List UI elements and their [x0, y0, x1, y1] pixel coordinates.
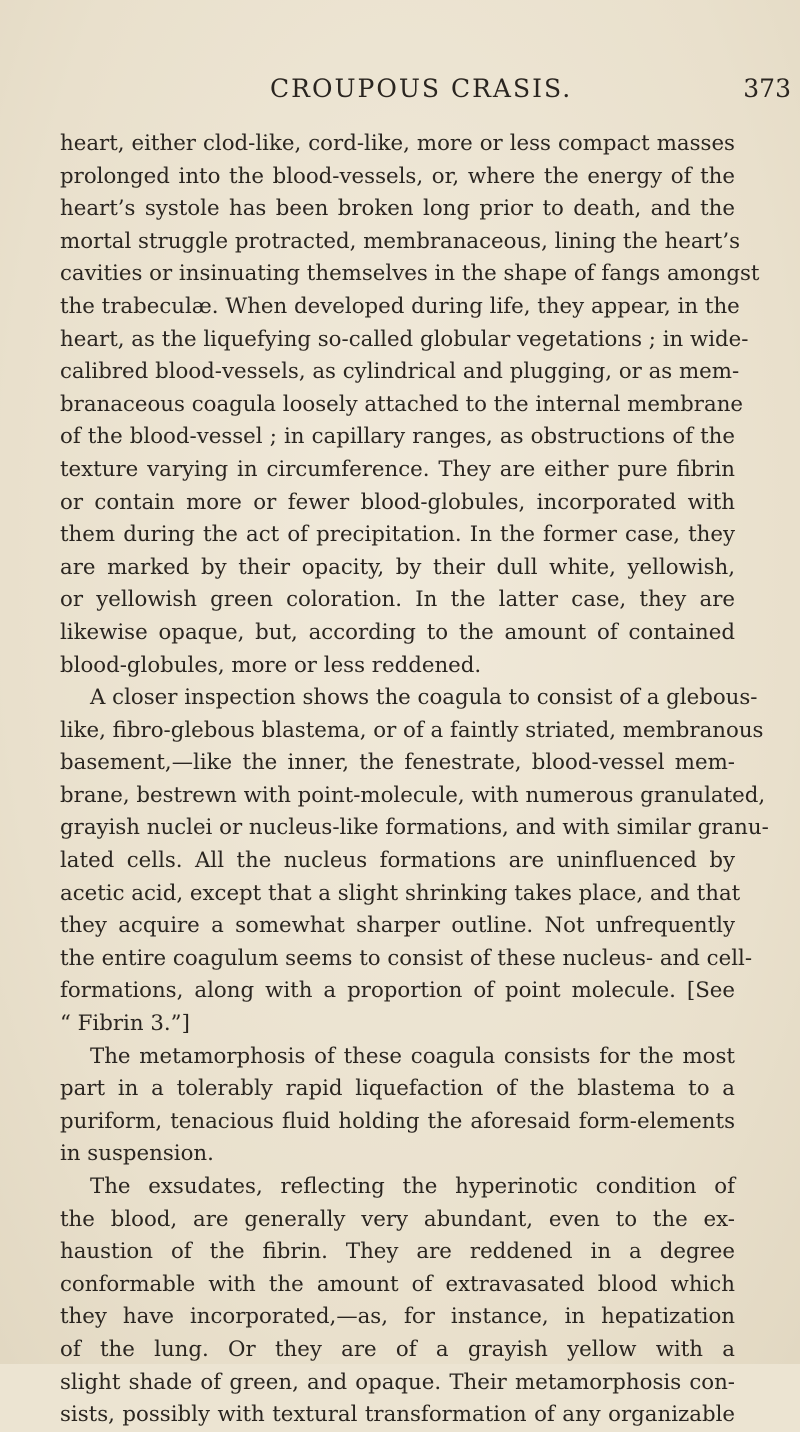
body-text	[60, 128, 800, 1432]
text-line: likewise opaque, but, according to the amount of contained	[60, 619, 735, 645]
text-line: blood-globules, more or less reddened.	[60, 652, 482, 678]
text-line: the trabeculæ. When developed during life, they appear, in the	[60, 293, 740, 319]
text-line: formations, along with a proportion of point molecule. [See	[60, 978, 735, 1004]
text-line: texture varying in circumference. They are either pure fibrin	[60, 456, 735, 482]
text-line: prolonged into the blood-vessels, or, where the energy of the	[60, 163, 735, 189]
text-line: they have incorporated,—as, for instance, in hepatization	[60, 1304, 735, 1330]
running-title: CROUPOUS CRASIS.	[270, 74, 573, 103]
text-line: The exsudates, reflecting the hyperinotic condition of	[90, 1174, 735, 1199]
text-line: acetic acid, except that a slight shrinking takes place, and that	[60, 880, 741, 906]
text-line: heart, either clod-like, cord-like, more or less compact masses	[60, 131, 735, 156]
text-line: part in a tolerably rapid liquefaction of the blastema to a	[60, 1076, 735, 1102]
text-line: puriform, tenacious fluid holding the aforesaid form-elements	[60, 1108, 735, 1134]
text-line: the entire coagulum seems to consist of these nucleus- and cell-	[60, 945, 753, 971]
text-line: basement,—like the inner, the fenestrate, blood-vessel mem-	[60, 750, 735, 776]
text-line: they acquire a somewhat sharper outline. Not unfrequently	[60, 913, 735, 939]
text-line: A closer inspection shows the coagula to consist of a glebous-	[90, 685, 758, 711]
text-line: of the lung. Or they are of a grayish yellow with a	[60, 1336, 735, 1362]
text-line: sists, possibly with textural transformation of any organizable	[60, 1402, 735, 1428]
text-line: mortal struggle protracted, membranaceous, lining the heart’s	[60, 228, 741, 254]
text-line: are marked by their opacity, by their dull white, yellowish,	[60, 554, 735, 580]
text-line: heart’s systole has been broken long prior to death, and the	[60, 196, 735, 222]
text-line: the blood, are generally very abundant, even to the ex-	[60, 1206, 735, 1232]
text-line: branaceous coagula loosely attached to the internal membrane	[60, 391, 744, 417]
text-line: of the blood-vessel ; in capillary ranges, as obstructions of the	[60, 424, 735, 450]
text-line: “ Fibrin 3.”]	[60, 1011, 190, 1037]
text-line: lated cells. All the nucleus formations are uninfluenced by	[60, 848, 735, 874]
page-number: 373	[743, 74, 791, 103]
text-line: heart, as the liquefying so-called globular vegetations ; in wide-	[60, 326, 749, 352]
text-line: like, fibro-glebous blastema, or of a faintly striated, membranous	[60, 717, 764, 743]
text-line: brane, bestrewn with point-molecule, with numerous granulated,	[60, 782, 766, 808]
text-line: slight shade of green, and opaque. Their metamorphosis con-	[60, 1369, 735, 1395]
running-header	[120, 74, 795, 114]
text-line: cavities or insinuating themselves in the shape of fangs amongst	[60, 261, 760, 287]
text-line: haustion of the fibrin. They are reddened in a degree	[60, 1239, 735, 1265]
text-line: them during the act of precipitation. In the former case, they	[60, 522, 735, 548]
text-line: or yellowish green coloration. In the latter case, they are	[60, 587, 735, 613]
text-line: conformable with the amount of extravasated blood which	[60, 1271, 735, 1297]
text-line: grayish nuclei or nucleus-like formations, and with similar granu-	[60, 815, 769, 841]
text-line: The metamorphosis of these coagula consists for the most	[90, 1043, 735, 1069]
text-line: in suspension.	[60, 1141, 214, 1167]
text-line: or contain more or fewer blood-globules, incorporated with	[60, 489, 735, 515]
text-line: calibred blood-vessels, as cylindrical and plugging, or as mem-	[60, 359, 740, 385]
